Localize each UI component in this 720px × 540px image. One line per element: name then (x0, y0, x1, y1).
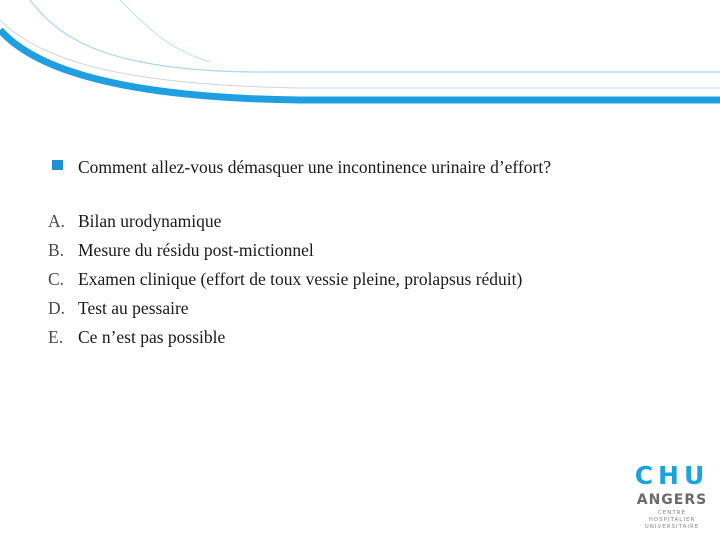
answer-text: Ce n’est pas possible (78, 327, 226, 347)
logo-subtitle-line1: CENTRE HOSPITALIER (648, 510, 696, 523)
answer-letter: D. (48, 298, 66, 318)
answer-text: Test au pessaire (78, 298, 189, 318)
swoosh-thin-line-2 (120, 0, 210, 62)
swoosh-thick-band (0, 30, 720, 100)
question-text: Comment allez-vous démasquer une incontinence urinaire d’effort? (78, 157, 551, 177)
logo-subtitle (634, 510, 710, 531)
square-bullet-icon (52, 160, 63, 170)
answer-letter: B. (48, 240, 65, 260)
answer-letter: E. (48, 327, 64, 347)
header-swoosh-decoration (0, 0, 720, 120)
answer-letter: A. (48, 211, 66, 231)
swoosh-thin-line (30, 0, 720, 72)
logo-chu-text: CHU (634, 461, 710, 490)
answer-text: Mesure du résidu post-mictionnel (78, 240, 314, 260)
answer-text: Bilan urodynamique (78, 211, 222, 231)
chu-angers-logo (634, 462, 710, 530)
logo-subtitle-line2: UNIVERSITAIRE (644, 524, 700, 530)
logo-city-text: ANGERS (636, 492, 708, 508)
answer-text: Examen clinique (effort de toux vessie pleine, prolapsus réduit) (78, 269, 523, 289)
answer-letter: C. (48, 269, 65, 289)
